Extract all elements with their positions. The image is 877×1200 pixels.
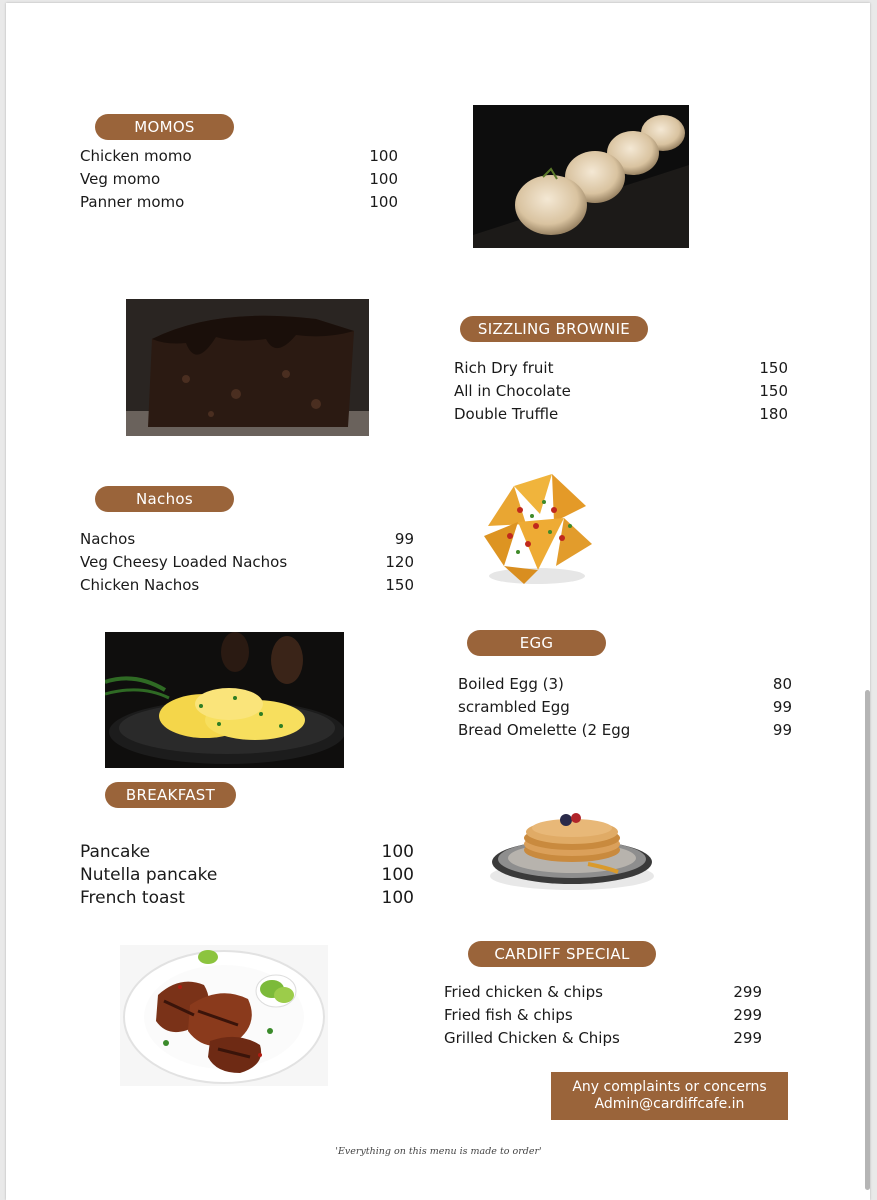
section-title-breakfast: BREAKFAST [105,782,236,808]
item-name: Boiled Egg (3) [458,675,564,693]
nachos-photo [474,466,600,592]
pancake-photo [488,806,656,892]
momos-photo [473,105,689,248]
menu-item [444,981,762,1004]
item-name: Nutella pancake [80,865,218,885]
item-price: 80 [772,675,792,693]
item-name: Chicken Nachos [80,576,200,594]
item-name: scrambled Egg [458,698,570,716]
menu-item [80,145,398,168]
menu-list-cardiff-special [444,981,762,1050]
complaints-text: Any complaints or concerns [572,1079,767,1095]
item-name: Chicken momo [80,147,192,165]
item-name: Fried fish & chips [444,1006,573,1024]
section-title-nachos: Nachos [95,486,234,512]
item-price: 100 [381,842,414,862]
item-name: Rich Dry fruit [454,359,554,377]
menu-item [454,380,788,403]
item-name: Veg momo [80,170,161,188]
complaints-email[interactable]: Admin@cardiffcafe.in [594,1096,745,1112]
grilled-chicken-photo [120,945,328,1086]
menu-list-egg [458,673,792,742]
menu-item [454,357,788,380]
item-name: All in Chocolate [454,382,571,400]
item-price: 99 [772,721,792,739]
item-price: 100 [369,193,398,211]
item-price: 150 [385,576,414,594]
item-price: 100 [369,147,398,165]
item-name: Pancake [80,842,151,862]
menu-item [454,403,788,426]
item-name: Fried chicken & chips [444,983,603,1001]
section-title-egg: EGG [467,630,606,656]
section-title-cardiff-special: CARDIFF SPECIAL [468,941,656,967]
item-price: 299 [733,1006,762,1024]
menu-item [80,191,398,214]
item-price: 120 [385,553,414,571]
menu-item [80,551,414,574]
item-price: 100 [369,170,398,188]
menu-item [80,528,414,551]
menu-list-breakfast [80,841,414,910]
item-name: Double Truffle [454,405,559,423]
item-price: 150 [759,359,788,377]
menu-item [444,1004,762,1027]
item-name: Panner momo [80,193,185,211]
menu-item [458,673,792,696]
item-price: 99 [772,698,792,716]
item-price: 180 [759,405,788,423]
complaints-box [551,1072,788,1120]
scrollbar[interactable] [865,690,870,1190]
menu-item [444,1027,762,1050]
item-name: Veg Cheesy Loaded Nachos [80,553,288,571]
section-title-momos: MOMOS [95,114,234,140]
menu-item [458,696,792,719]
item-price: 100 [381,888,414,908]
brownie-photo [126,299,369,436]
menu-item [80,864,414,887]
item-price: 150 [759,382,788,400]
item-price: 99 [394,530,414,548]
item-name: Bread Omelette (2 Egg [458,721,631,739]
item-price: 299 [733,983,762,1001]
item-price: 100 [381,865,414,885]
menu-item [80,841,414,864]
menu-item [80,887,414,910]
scrambled-egg-photo [105,632,344,768]
section-title-sizzling-brownie: SIZZLING BROWNIE [460,316,648,342]
item-name: Nachos [80,530,136,548]
footer-note: 'Everything on this menu is made to order' [335,1146,542,1157]
menu-item [80,168,398,191]
menu-list-sizzling-brownie [454,357,788,426]
item-price: 299 [733,1029,762,1047]
menu-list-momos [80,145,398,214]
item-name: Grilled Chicken & Chips [444,1029,620,1047]
item-name: French toast [80,888,185,908]
menu-item [458,719,792,742]
menu-item [80,574,414,597]
menu-list-nachos [80,528,414,597]
